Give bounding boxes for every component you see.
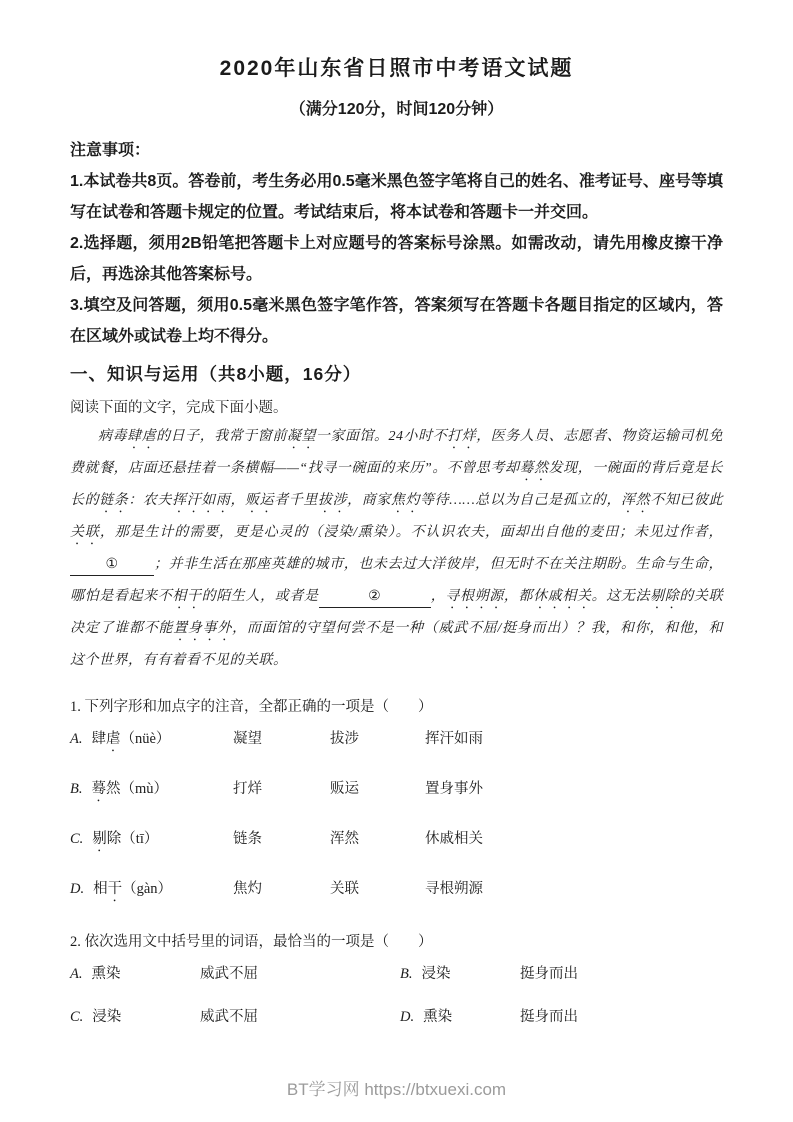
- notice-item-3: 3.填空及问答题，须用0.5毫米黑色签字笔作答，答案须写在答题卡各题目指定的区域内，答在区域外或试卷上均不得分。: [70, 297, 723, 345]
- option-letter: B.: [70, 781, 83, 797]
- question-1-stem: 1. 下列字形和加点字的注音，全都正确的一项是（ ）: [70, 699, 433, 715]
- emphasized-word: 链条: [99, 493, 129, 508]
- notice-item-1: 1.本试卷共8页。答卷前，考生务必用0.5毫米黑色签字笔将自己的姓名、准考证号、座号等填写在试卷和答题卡规定的位置。考试结束后，将本试卷和答题卡一并交回。: [70, 173, 723, 221]
- emphasized-word: 浑然: [621, 493, 651, 508]
- option-letter: D.: [70, 881, 85, 897]
- pinyin: （mù）: [120, 781, 169, 797]
- q1-option-c: [70, 830, 723, 855]
- q1-option-b-head: [70, 780, 233, 805]
- q1-option-c-head: [70, 830, 233, 855]
- q1-option-d-head: [70, 880, 233, 905]
- q1-option-d-word-1: 焦灼: [233, 881, 262, 897]
- q1-option-a-word-1: 凝望: [233, 731, 262, 747]
- notice-heading: 注意事项：: [70, 142, 151, 159]
- q2-option-d: [400, 1008, 520, 1027]
- emphasized-word: 贩运: [245, 493, 275, 508]
- q2-option-d-word-1: 熏染: [423, 1009, 453, 1025]
- q2-option-d-word-2: 挺身而出: [520, 1009, 578, 1025]
- q2-option-b-word-1: 浸染: [421, 966, 451, 982]
- option-letter: D.: [400, 1009, 415, 1025]
- pinyin: （gàn）: [122, 881, 173, 897]
- q1-option-a-word-3: 挥汗如雨: [425, 731, 483, 747]
- option-letter: A.: [70, 731, 83, 747]
- q2-option-c-word-1: 浸染: [92, 1009, 122, 1025]
- option-letter: B.: [400, 966, 413, 982]
- q1-option-c-word-3: 休戚相关: [425, 831, 483, 847]
- emphasized-word: 剔除: [650, 589, 680, 604]
- emphasized-word: 相干: [172, 589, 202, 604]
- q1-option-b-word-1: 打烊: [233, 781, 262, 797]
- q1-option-c-word-1: 链条: [233, 831, 262, 847]
- emphasized-word: 剔: [92, 831, 107, 847]
- reading-passage: 病毒肆虐的日子，我常于窗前凝望一家面馆。24小时不打烊，医务人员、志愿者、物资运输司机免费就餐，店面还悬挂着一条横幅——“找寻一碗面的来历”。不曾思考却蓦然发现，一碗面的背后竟是长长的链条：农夫挥汗如雨，贩运者千里拔涉，商家焦灼等待……总以为自己是孤立的，浑然不知已彼此关联，那是生计的需要，更是心灵的（浸染/熏染）。不认识农夫，面却出自他的麦田；未见过作者，① ；并非生活在那座英雄的城市，也未去过大洋彼岸，但无时不在关注期盼。生命与生命，哪怕是看起来不相干的陌生人，或者是 ② ，寻根朔源，都休戚相关。这无法剔除的关联决定了谁都不能置身事外，而面馆的守望何尝不是一种（威武不屈/挺身而出）？我，和你，和他，和这个世界，有有着看不见的关联。: [70, 429, 724, 668]
- q2-options-row-1: [70, 965, 723, 984]
- q2-option-c: [70, 1008, 200, 1027]
- q2-option-c-word-2: 威武不屈: [200, 1009, 258, 1025]
- dotted-word: 剔除: [92, 831, 122, 847]
- q1-option-d-word-3: 寻根朔源: [425, 881, 483, 897]
- pinyin: （tī）: [121, 831, 159, 847]
- q1-option-c-word-2: 浑然: [330, 831, 359, 847]
- dotted-word: 蓦然: [91, 781, 121, 797]
- emphasized-word: 休戚相关: [533, 589, 592, 604]
- emphasized-word: 挥汗如雨: [172, 493, 231, 508]
- watermark-text: BT学习网 https://btxuexi.com: [286, 1080, 507, 1099]
- emphasized-word: 蓦然: [519, 461, 549, 476]
- emphasized-word: 焦灼: [390, 493, 421, 508]
- emphasized-word: 凝望: [286, 429, 316, 444]
- option-letter: C.: [70, 1009, 84, 1025]
- fill-in-blank: ②: [319, 587, 431, 608]
- q1-option-b-word-3: 置身事外: [425, 781, 483, 797]
- q1-option-d-word-2: 关联: [330, 881, 359, 897]
- notice-item-2: 2.选择题，须用2B铅笔把答题卡上对应题号的答案标号涂黑。如需改动，请先用橡皮擦干净后，再选涂其他答案标号。: [70, 235, 723, 283]
- emphasized-word: 蓦: [91, 781, 106, 797]
- q2-option-a-word-1: 熏染: [91, 966, 121, 982]
- fill-in-blank: ①: [70, 555, 154, 576]
- option-letter: A.: [70, 966, 83, 982]
- notice-section: [70, 135, 723, 352]
- q2-option-a: [70, 965, 200, 984]
- emphasized-word: 打烊: [447, 429, 477, 444]
- emphasized-word: 肆虐: [127, 429, 157, 444]
- emphasized-word: 置身事外: [173, 621, 233, 636]
- q1-option-a-head: [70, 730, 233, 755]
- q2-option-a-word-2: 威武不屈: [200, 966, 258, 982]
- page-subtitle: （满分120分，时间120分钟）: [289, 101, 504, 118]
- reading-intro: 阅读下面的文字，完成下面小题。: [70, 400, 288, 416]
- section-heading: 一、知识与运用（共8小题，16分）: [70, 364, 362, 384]
- pinyin: （nüè）: [120, 731, 171, 747]
- q1-option-b: [70, 780, 723, 805]
- q1-option-a: [70, 730, 723, 755]
- option-letter: C.: [70, 831, 84, 847]
- page-title: 2020年山东省日照市中考语文试题: [219, 57, 574, 80]
- emphasized-word: 拔涉: [317, 493, 348, 508]
- q1-option-a-word-2: 拔涉: [330, 731, 359, 747]
- q2-options-row-2: [70, 1008, 723, 1027]
- dotted-word: 肆虐: [91, 731, 121, 747]
- emphasized-word: 关联: [70, 525, 100, 540]
- emphasized-word: 干: [107, 881, 123, 897]
- emphasized-word: 寻根朔源: [445, 589, 504, 604]
- dotted-word: 相干: [93, 881, 123, 897]
- question-2-stem: 2. 依次选用文中括号里的词语，最恰当的一项是（ ）: [70, 934, 433, 950]
- q2-option-b-word-2: 挺身而出: [520, 966, 578, 982]
- q2-option-b: [400, 965, 520, 984]
- q1-option-d: [70, 880, 723, 905]
- q1-option-b-word-2: 贩运: [330, 781, 359, 797]
- emphasized-word: 虐: [105, 731, 121, 747]
